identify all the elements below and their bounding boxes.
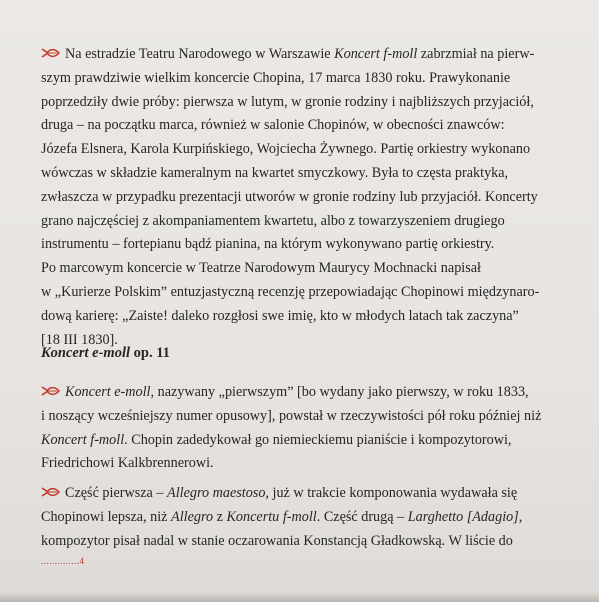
work-title: Koncert e-moll xyxy=(65,384,151,400)
text-line: [18 III 1830]. xyxy=(41,331,118,348)
text-run: , już w trakcie komponowania wydawała się xyxy=(265,485,518,501)
paragraph-1 xyxy=(41,43,566,352)
text-line xyxy=(41,381,566,405)
text-line: Friedrichowi Kalkbrennerowi. xyxy=(41,455,214,472)
work-title: Koncert f-moll xyxy=(334,46,418,62)
text-run: Część pierwsza – xyxy=(65,485,168,501)
text-line: poprzedziły dwie próby: pierwsza w lutym, w gronie rodziny i najbliższych przyjaciół, xyxy=(41,93,534,110)
text-line: wówczas w składzie kameralnym na kwartet smyczkowy. Była to częsta praktyka, xyxy=(41,164,509,181)
page-number: 4 xyxy=(79,556,85,566)
text-line: i noszący wcześniejszy numer opusowy], powstał w rzeczywistości pół roku później niż xyxy=(41,407,542,424)
section-heading xyxy=(41,345,170,362)
paragraph-3 xyxy=(41,482,566,553)
work-title: Koncert f-moll xyxy=(41,431,125,448)
paragraph-marker-icon xyxy=(41,47,60,59)
text-line xyxy=(41,43,566,67)
text-line: kompozytor pisał nadal w stanie oczarowania Konstancją Gładkowską. W liście do xyxy=(41,532,513,549)
tempo-marking: Allegro xyxy=(171,508,214,525)
work-title: Koncertu f-moll xyxy=(226,508,317,525)
text-line: instrumentu – fortepianu bądź pianina, na którym wykonywano partię orkiestry. xyxy=(41,236,495,253)
tempo-marking: Larghetto [Adagio] xyxy=(407,508,519,525)
text-run: z xyxy=(213,508,227,525)
text-line: w „Kurierze Polskim” entuzjastyczną recenzję przepowiadając Chopinowi międzynaro- xyxy=(41,283,540,300)
text-line: dową karierę: „Zaiste! daleko rozgłosi swe imię, kto w młodych latach tak zaczyna” xyxy=(41,307,519,324)
text-line: zwłaszcza w przypadku prezentacji utworów w gronie rodziny lub przyjaciół. Koncerty xyxy=(41,188,538,205)
paragraph-marker-icon xyxy=(41,385,60,397)
text-line: druga – na początku marca, również w salonie Chopinów, w obecności znawców: xyxy=(41,117,505,134)
text-run: Na estradzie Teatru Narodowego w Warszawie xyxy=(65,46,335,62)
text-line: szym prawdziwie wielkim koncercie Chopina, 17 marca 1830 roku. Prawykonanie xyxy=(41,69,511,86)
text-run: , nazywany „pierwszym” [bo wydany jako pierwszy, w roku 1833, xyxy=(150,384,529,400)
text-line: Józefa Elsnera, Karola Kurpińskiego, Wojciecha Żywnego. Partię orkiestry wykonano xyxy=(41,141,531,158)
section-opus: op. 11 xyxy=(130,345,170,361)
text-line: grano najczęściej z akompaniamentem kwartetu, albo z towarzyszeniem drugiego xyxy=(41,212,505,229)
text-run: . Chopin zadedykował go niemieckiemu pianiście i kompozytorowi, xyxy=(124,431,512,448)
paragraph-2 xyxy=(41,381,566,476)
text-line xyxy=(41,429,566,453)
text-line xyxy=(41,482,566,506)
text-run: . Część drugą – xyxy=(316,508,408,525)
paragraph-marker-icon xyxy=(41,486,60,498)
section-title: Koncert e-moll xyxy=(41,345,131,361)
tempo-marking: Allegro maestoso xyxy=(167,485,266,501)
page-edge-shadow xyxy=(0,592,599,602)
page-footer xyxy=(41,556,85,566)
text-line: Po marcowym koncercie w Teatrze Narodowym Maurycy Mochnacki napisał xyxy=(41,260,481,277)
text-run: Chopinowi lepsza, niż xyxy=(41,508,172,525)
text-line xyxy=(41,506,566,530)
text-run: zabrzmiał na pierw- xyxy=(417,46,535,62)
text-run: , xyxy=(518,508,523,525)
footer-dots: .............. xyxy=(41,556,80,566)
